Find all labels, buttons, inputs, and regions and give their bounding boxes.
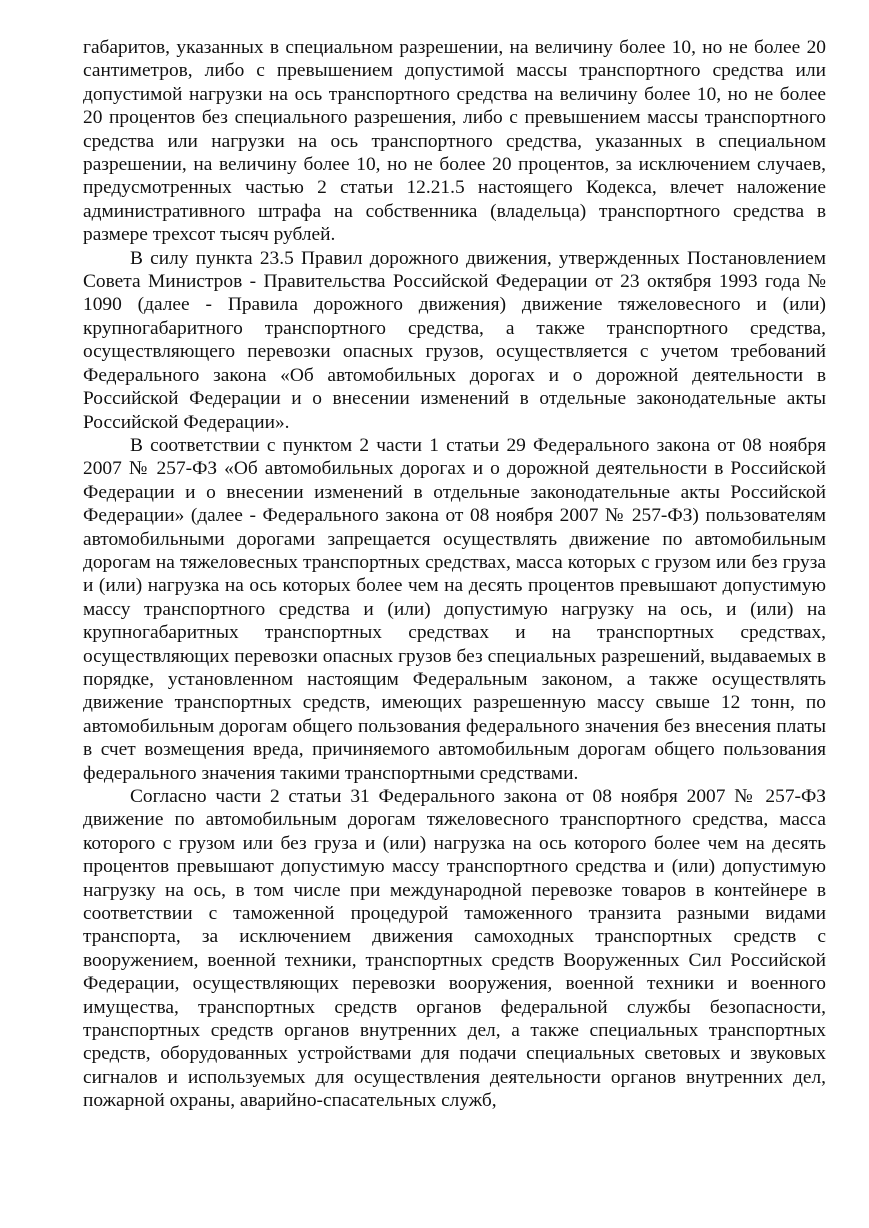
document-body (83, 36, 826, 1113)
paragraph-article-31: Согласно части 2 статьи 31 Федерального закона от 08 ноября 2007 № 257-ФЗ движение по автомобильным дорогам тяжеловесного транспортного средства, масса которого с грузом или без груза и (или) нагрузка на ось которого более чем на десять процентов превышают допустимую массу транспортного средства и (или) допустимую нагрузку на ось, в том числе при международной перевозке товаров в контейнере в соответствии с таможенной процедурой таможенного транзита разными видами транспорта, за исключением движения самоходных транспортных средств с вооружением, военной техники, транспортных средств Вооруженных Сил Российской Федерации, осуществляющих перевозки вооружения, военной техники и военного имущества, транспортных средств органов федеральной службы безопасности, транспортных средств органов внутренних дел, а также специальных транспортных средств, оборудованных устройствами для подачи специальных световых и звуковых сигналов и используемых для осуществления деятельности органов внутренних дел, пожарной охраны, аварийно-спасательных служб, (83, 786, 826, 1112)
paragraph-traffic-rules: В силу пункта 23.5 Правил дорожного движения, утвержденных Постановлением Совета Министров - Правительства Российской Федерации от 23 октября 1993 года № 1090 (далее - Правила дорожного движения) движение тяжеловесного и (или) крупногабаритного транспортного средства, а также транспортного средства, осуществляющего перевозки опасных грузов, осуществляется с учетом требований Федерального закона «Об автомобильных дорогах и о дорожной деятельности в Российской Федерации и о внесении изменений в отдельные законодательные акты Российской Федерации». (83, 247, 826, 433)
paragraph-continuation: габаритов, указанных в специальном разрешении, на величину более 10, но не более 20 сантиметров, либо с превышением допустимой массы транспортного средства или допустимой нагрузки на ось транспортного средства на величину более 10, но не более 20 процентов без специального разрешения, либо с превышением массы транспортного средства или нагрузки на ось транспортного средства, указанных в специальном разрешении, на величину более 10, но не более 20 процентов, за исключением случаев, предусмотренных частью 2 статьи 12.21.5 настоящего Кодекса, влечет наложение административного штрафа на собственника (владельца) транспортного средства в размере трехсот тысяч рублей. (83, 37, 826, 246)
paragraph-article-29: В соответствии с пунктом 2 части 1 статьи 29 Федерального закона от 08 ноября 2007 № 257-ФЗ «Об автомобильных дорогах и о дорожной деятельности в Российской Федерации и о внесении изменений в отдельные законодательные акты Российской Федерации» (далее - Федерального закона от 08 ноября 2007 № 257-ФЗ) пользователям автомобильными дорогами запрещается осуществлять движение по автомобильным дорогам на тяжеловесных транспортных средствах, масса которых с грузом или без груза и (или) нагрузка на ось которых более чем на десять процентов превышают допустимую массу транспортного средства и (или) допустимую нагрузку на ось, и (или) на крупногабаритных транспортных средствах и на транспортных средствах, осуществляющих перевозки опасных грузов без специальных разрешений, выдаваемых в порядке, установленном настоящим Федеральным законом, а также осуществлять движение транспортных средств, имеющих разрешенную массу свыше 12 тонн, по автомобильным дорогам общего пользования федерального значения без внесения платы в счет возмещения вреда, причиняемого автомобильным дорогам общего пользования федерального значения такими транспортными средствами. (83, 434, 826, 784)
